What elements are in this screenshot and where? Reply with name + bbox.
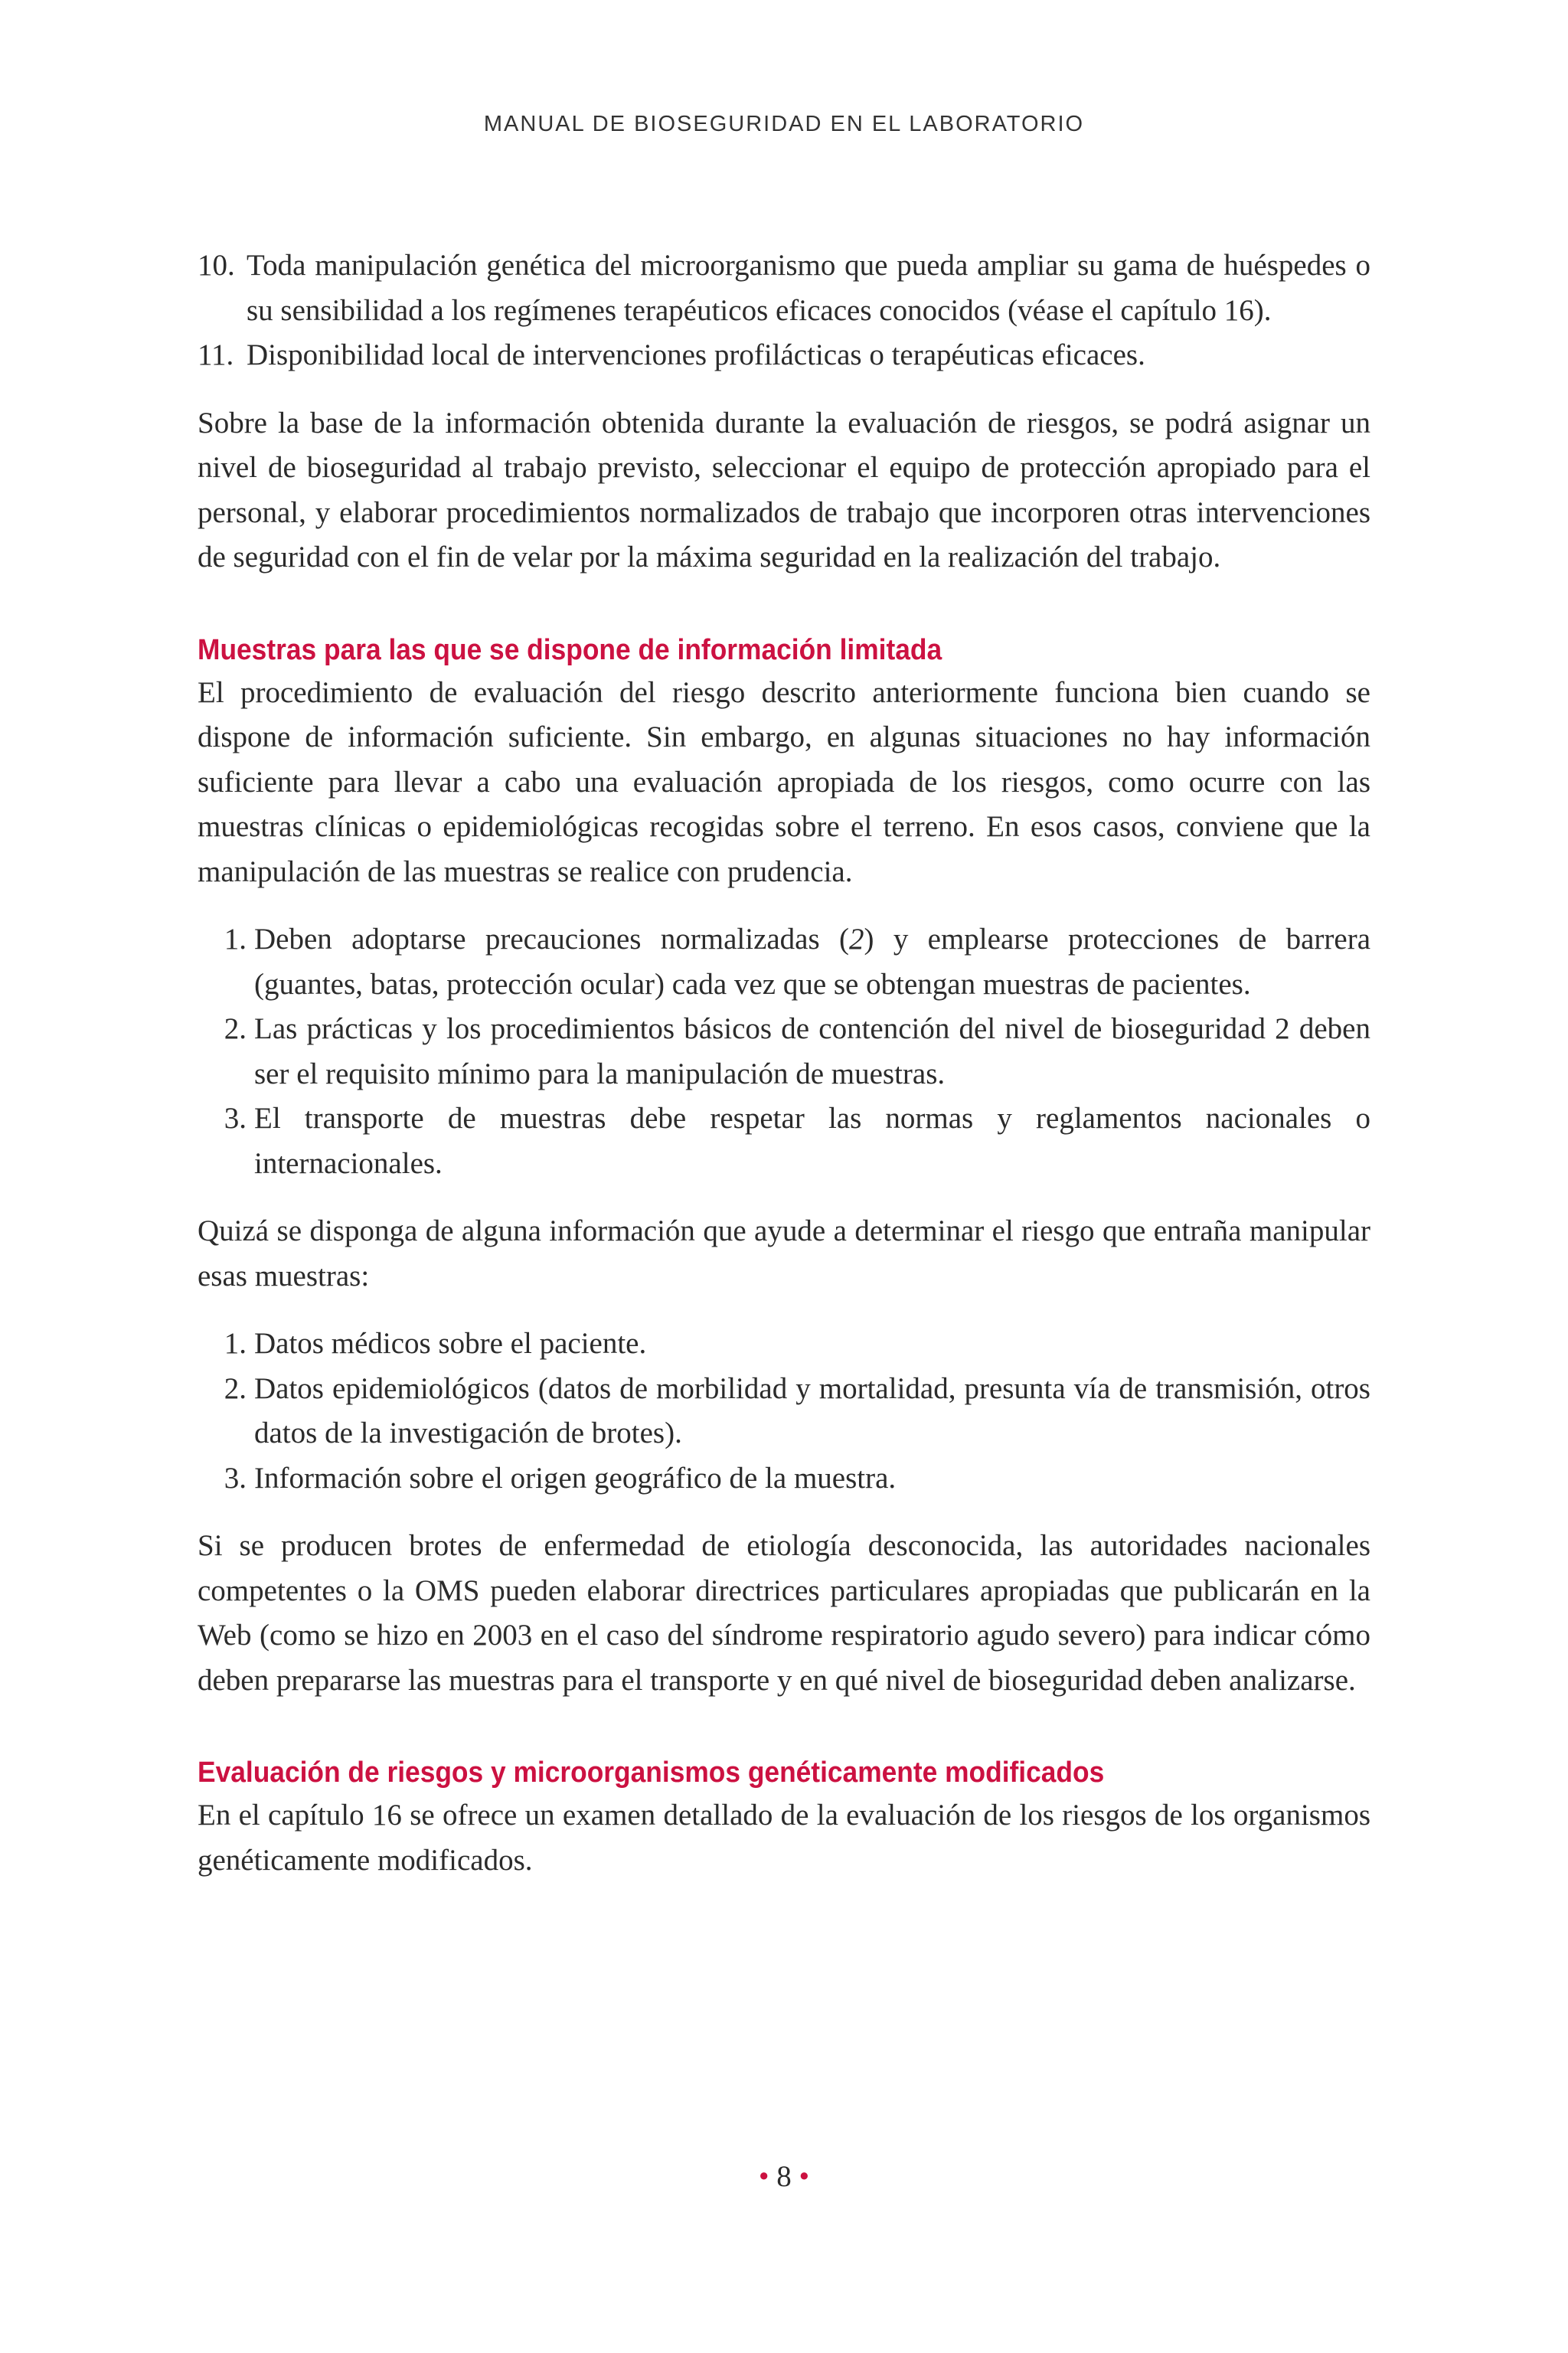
page-body [198,243,1370,1883]
list-item [198,917,1370,1007]
list-item-text: Toda manipulación genética del microorganismo que pueda ampliar su gama de huéspedes o su sensibilidad a los regímenes terapéuticos eficaces conocidos (véase el capítulo 16). [247,249,1370,327]
requirements-list-continued [198,243,1370,378]
list-item-text: Datos médicos sobre el paciente. [254,1327,647,1360]
page-footer [0,2159,1568,2194]
reference-number: 2 [849,923,864,956]
list-item-text: Las prácticas y los procedimientos básicos de contención del nivel de bioseguridad 2 deben ser el requisito mínimo para la manipulación de muestras. [254,1012,1370,1090]
paragraph-limited-information-intro: El procedimiento de evaluación del riesgo descrito anteriormente funciona bien cuando se dispone de información suficiente. Sin embargo, en algunas situaciones no hay información suficiente para llevar a cabo una evaluación apropiada de los riesgos, como ocurre con las muestras clínicas o epidemiológicas recogidas sobre el terreno. En esos casos, conviene que la manipulación de las muestras se realice con prudencia. [198,675,1370,888]
list-item-number: 1. [224,923,247,956]
list-item-number: 11. [198,338,234,371]
list-item-text: Deben adoptarse precauciones normalizadas (2) y emplearse protecciones de barrera (guantes, batas, protección ocular) cada vez que se obtengan muestras de pacientes. [254,923,1370,1001]
section-heading-limited-information: Muestras para las que se dispone de información limitada [198,633,942,666]
list-item-number: 3. [224,1461,247,1495]
list-item [198,1367,1370,1456]
list-item [198,1456,1370,1502]
list-item [198,333,1370,378]
list-item [198,1322,1370,1367]
list-item-text: Disponibilidad local de intervenciones profilácticas o terapéuticas eficaces. [247,338,1145,371]
page-number: 8 [776,2160,792,2193]
list-item [198,1007,1370,1096]
paragraph-gmo-reference: En el capítulo 16 se ofrece un examen detallado de la evaluación de los riesgos de los organismos genéticamente modificados. [198,1799,1370,1877]
precautions-list [198,917,1370,1186]
list-item-number: 2. [224,1371,247,1405]
bullet-right: • [799,2160,810,2193]
list-item-number: 3. [224,1102,247,1135]
list-item [198,243,1370,333]
list-item-number: 1. [224,1327,247,1360]
list-item-number: 10. [198,249,235,282]
paragraph-available-information: Quizá se disponga de alguna información que ayude a determinar el riesgo que entraña manipular esas muestras: [198,1214,1370,1293]
section-heading-gmo-risk: Evaluación de riesgos y microorganismos genéticamente modificados [198,1757,1105,1789]
list-item [198,1096,1370,1186]
list-item-text: Datos epidemiológicos (datos de morbilidad y mortalidad, presunta vía de transmisión, otros datos de la investigación de brotes). [254,1371,1370,1449]
bullet-left: • [758,2160,769,2193]
paragraph-risk-assessment-outcome: Sobre la base de la información obtenida durante la evaluación de riesgos, se podrá asignar un nivel de bioseguridad al trabajo previsto, seleccionar el equipo de protección apropiado para el personal, y elaborar procedimientos normalizados de trabajo que incorporen otras intervenciones de seguridad con el fin de velar por la máxima seguridad en la realización del trabajo. [198,406,1370,574]
information-sources-list [198,1322,1370,1501]
paragraph-outbreak-guidelines: Si se producen brotes de enfermedad de etiología desconocida, las autoridades nacionales competentes o la OMS pueden elaborar directrices particulares apropiadas que publicarán en la Web (como se hizo en 2003 en el caso del síndrome respiratorio agudo severo) para indicar cómo deben prepararse las muestras para el transporte y en qué nivel de bioseguridad deben analizarse. [198,1529,1370,1697]
list-item-number: 2. [224,1012,247,1045]
list-item-text: Información sobre el origen geográfico de la muestra. [254,1461,897,1495]
list-item-text: El transporte de muestras debe respetar las normas y reglamentos nacionales o internacionales. [254,1102,1370,1180]
running-header: MANUAL DE BIOSEGURIDAD EN EL LABORATORIO [483,112,1085,136]
